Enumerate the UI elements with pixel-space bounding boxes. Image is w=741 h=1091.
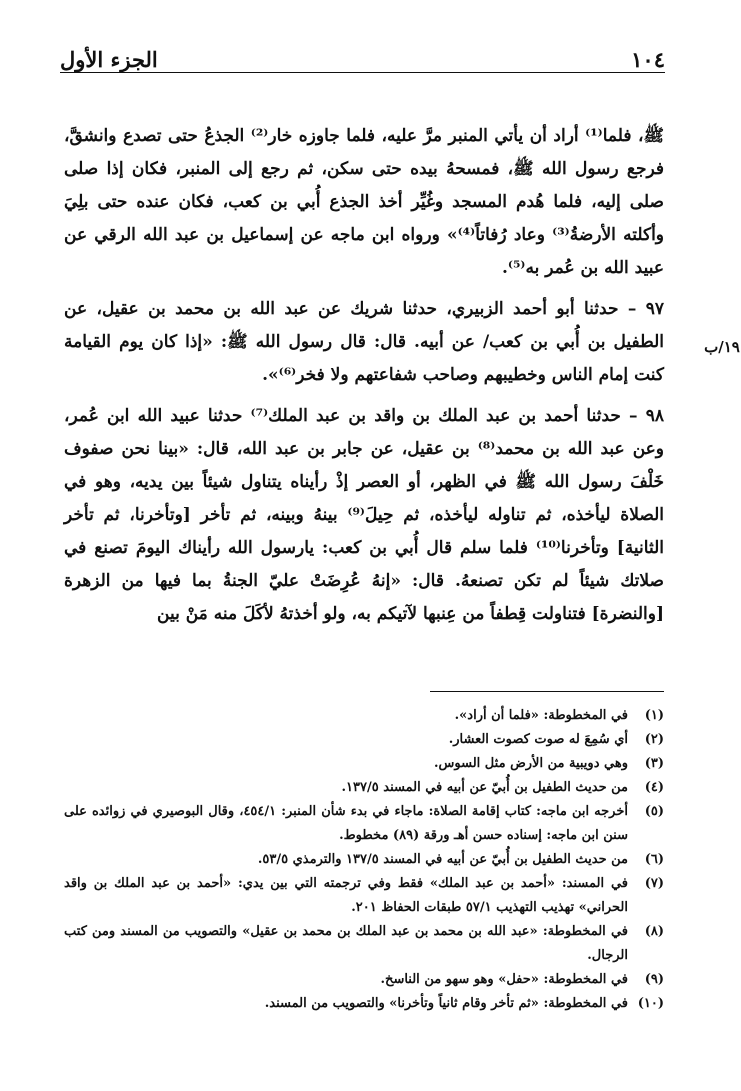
footnote-number: (٥) [644,804,664,819]
footnotes [64,704,664,1016]
footnote-text: في المخطوطة: «فلما أن أراد». [454,708,628,723]
footnote-number: (٢) [644,732,664,747]
paragraph: ﷺ، فلما⁽¹⁾ أراد أن يأتي المنبر مرَّ عليه، فلما جاوزه خار⁽²⁾ الجذعُ حتى تصدع وانشقَّ، فرجع رسول الله ﷺ، فمسحهُ بيده حتى سكن، ثم رجع إلى المنبر، فكان إذا صلى صلى إليه، فلما هُدم المسجد وغُيِّر أخذ الجذع أُبي بن كعب، فكان عنده حتى بلِيَ وأكلته الأرضةُ⁽³⁾ وعاد رُفاتاً⁽⁴⁾» ورواه ابن ماجه عن إسماعيل بن عبد الله الرقي عن عبيد الله بن عُمر به⁽⁵⁾. [64,126,664,278]
page-number: ١٠٤ [631,47,665,72]
footnote [64,968,664,992]
footnote [64,920,664,968]
footnote [64,776,664,800]
manuscript-folio-ref: ١٩/ب [704,338,740,356]
footnote-text: من حديث الطفيل بن أُبيّ عن أبيه في المسند ١٣٧/٥. [341,780,628,795]
main-text [64,120,664,631]
footnote-number: (٣) [644,756,664,771]
footnote-text: من حديث الطفيل بن أُبيّ عن أبيه في المسند ١٣٧/٥ والترمذي ٥٣/٥. [257,852,628,867]
footnote [64,848,664,872]
footnote-text: أي سُمِعَ له صوت كصوت العشار. [448,732,628,747]
footnote [64,752,664,776]
part-title: الجزء الأول [60,47,158,72]
footnote-number: (٨) [644,924,664,939]
footnote [64,992,664,1016]
footnote [64,704,664,728]
footnote-text: في المخطوطة: «حفل» وهو سهو من الناسخ. [380,972,628,987]
footnote [64,872,664,920]
footnote [64,728,664,752]
footnote-text: في المخطوطة: «عبد الله بن محمد بن عبد الملك بن محمد بن عقيل» والتصويب من المسند ومن كتب الرجال. [64,924,628,963]
page-header [60,36,665,72]
footnote-number: (٦) [644,852,664,867]
paragraph: ٩٧ – حدثنا أبو أحمد الزبيري، حدثنا شريك عن عبد الله بن محمد بن عقيل، عن الطفيل بن أُبي بن كعب/ عن أبيه. قال: قال رسول الله ﷺ: «إذا كان يوم القيامة كنت إمام الناس وخطيبهم وصاحب شفاعتهم ولا فخر⁽⁶⁾». [64,299,664,385]
footnote-text: أخرجه ابن ماجه: كتاب إقامة الصلاة: ماجاء في بدء شأن المنبر: ٤٥٤/١، وقال البوصيري في زوائده على سنن ابن ماجه: إسناده حسن أهـ ورقة (٨٩) مخطوط. [64,804,628,843]
footnote-number: (٧) [644,876,664,891]
footnote-text: وهي دويبية من الأرض مثل السوس. [434,756,628,771]
footnote-number: (٩) [644,972,664,987]
footnote-number: (١) [644,708,664,723]
footnote-text: في المخطوطة: «ثم تأخر وقام ثانياً وتأخرنا» والتصويب من المسند. [264,996,628,1011]
footnote-text: في المسند: «أحمد بن عبد الملك» فقط وفي ترجمته التي بين يدي: «أحمد بن عبد الملك بن واقد الحراني» تهذيب التهذيب ٥٧/١ طبقات الحفاظ ٢٠١. [64,876,628,915]
header-rule [60,72,665,73]
footnote-number: (١٠) [637,996,664,1011]
footnote-number: (٤) [644,780,664,795]
footnote-separator [430,691,664,692]
paragraph: ٩٨ – حدثنا أحمد بن عبد الملك بن واقد بن عبد الملك⁽⁷⁾ حدثنا عبيد الله ابن عُمر، وعن عبد الله بن محمد⁽⁸⁾ بن عقيل، عن جابر بن عبد الله، قال: «بينا نحن صفوف خَلْفَ رسول الله ﷺ في الظهر، أو العصر إذْ رأيناه يتناول شيئاً بين يديه، وهو في الصلاة ليأخذه، ثم تناوله ليأخذه، ثم حِيلَ⁽⁹⁾ بينهُ وبينه، ثم تأخر [وتأخرنا، ثم تأخر الثانية] وتأخرنا⁽¹⁰⁾ فلما سلم قال أُبي بن كعب: يارسول الله رأيناك اليومَ تصنع في صلاتك شيئاً لم تكن تصنعهُ. قال: «إنهُ عُرِضَتْ عليّ الجنةُ بما فيها من الزهرة [والنضرة] فتناولت قِطفاً من عِنبها لآتيكم به، ولو أخذتهُ لأكَلَ منه مَنْ بين [64,406,664,624]
footnote [64,800,664,848]
